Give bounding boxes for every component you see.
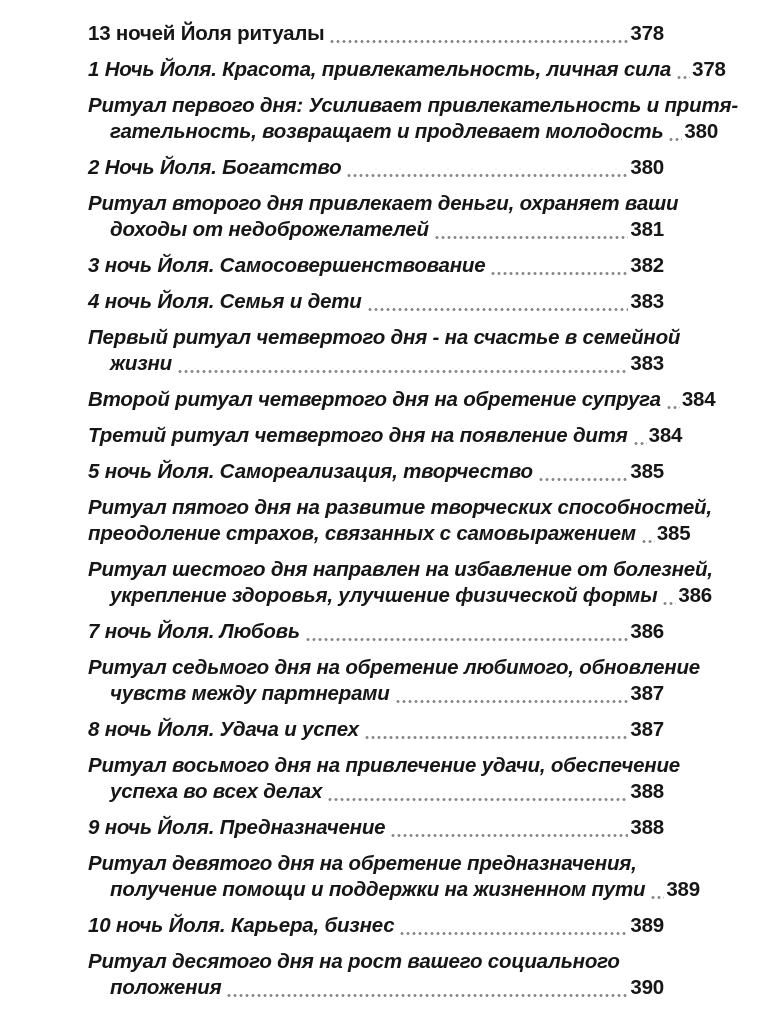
toc-entry-last-line: [88, 253, 664, 279]
dotted-leader: [666, 406, 680, 409]
toc-page-number: 383: [630, 352, 664, 375]
toc-entry-last-line: [88, 779, 664, 805]
toc-entry: [88, 753, 680, 805]
toc-entry-last-line: [88, 423, 683, 449]
toc-entry-text: 2 Ночь Йоля. Богатство: [88, 156, 342, 179]
dotted-leader: [650, 896, 664, 899]
dotted-leader: [399, 932, 628, 935]
toc-entry-text: Третий ритуал четвертого дня на появление дитя: [88, 424, 628, 447]
toc-page-number: 388: [630, 780, 664, 803]
toc-entry-last-line: [88, 681, 664, 707]
toc-entry: [88, 423, 683, 449]
toc-page-number: 378: [692, 58, 726, 81]
toc-entry: [88, 155, 664, 181]
toc-entry-last-line: [88, 877, 700, 903]
toc-entry-first-line: Ритуал седьмого дня на обретение любимого, обновление: [88, 656, 700, 679]
toc-entry: [88, 619, 664, 645]
toc-entry: [88, 459, 664, 485]
dotted-leader: [390, 834, 628, 837]
toc-page-number: 390: [630, 976, 664, 999]
dotted-leader: [327, 798, 628, 801]
toc-page-number: 385: [656, 522, 691, 545]
toc-entry-last-line: [88, 913, 664, 939]
toc-entry-last-line: [88, 289, 664, 315]
toc-page-number: 384: [681, 388, 716, 411]
dotted-leader: [676, 76, 690, 79]
toc-entry: [88, 717, 664, 743]
toc-entry-text: успеха во всех делах: [110, 780, 323, 803]
toc-entry-last-line: [88, 57, 726, 83]
toc-page-number: 387: [630, 682, 664, 705]
toc-page-number: 385: [630, 460, 664, 483]
toc-entry-text: 5 ночь Йоля. Самореализация, творчество: [88, 460, 533, 483]
toc-entry: [88, 57, 726, 83]
toc-page-number: 380: [684, 120, 719, 143]
toc-entry: [88, 387, 716, 413]
toc-entry: [88, 913, 664, 939]
toc-entry-text: гательность, возвращает и продлевает молодость: [110, 120, 664, 143]
dotted-leader: [367, 308, 629, 311]
toc-entry: [88, 495, 712, 547]
dotted-leader: [395, 700, 629, 703]
toc-page-number: 386: [630, 620, 664, 643]
toc-entry-text: доходы от недоброжелателей: [110, 218, 429, 241]
toc-entry-text: 1 Ночь Йоля. Красота, привлекательность, личная сила: [88, 58, 672, 81]
toc-entry: [88, 815, 664, 841]
toc-entry-last-line: [88, 119, 719, 145]
toc-entry-first-line: Ритуал восьмого дня на привлечение удачи, обеспечение: [88, 754, 680, 777]
dotted-leader: [641, 540, 655, 543]
toc-entry-text: чувств между партнерами: [110, 682, 390, 705]
dotted-leader: [490, 272, 628, 275]
toc-entry: [88, 289, 664, 315]
toc-entry-text: жизни: [110, 352, 172, 375]
dotted-leader: [538, 478, 629, 481]
toc-entry-text: преодоление страхов, связанных с самовыражением: [88, 522, 636, 545]
toc-entry-first-line: Первый ритуал четвертого дня - на счастье в семейной: [88, 326, 681, 349]
toc-entry-first-line: Ритуал пятого дня на развитие творческих способностей,: [88, 496, 712, 519]
toc-entry: [88, 557, 713, 609]
toc-entry: [88, 949, 664, 1001]
toc-entry-first-line: Ритуал первого дня: Усиливает привлекательность и притя-: [88, 94, 738, 117]
toc-entry-last-line: [88, 583, 713, 609]
toc-page-number: 389: [666, 878, 700, 901]
toc-entry-last-line: [88, 217, 664, 243]
toc-entry-text: Второй ритуал четвертого дня на обретение супруга: [88, 388, 661, 411]
toc-entry-last-line: [88, 815, 664, 841]
toc-page-number: 380: [630, 156, 664, 179]
dotted-leader: [177, 370, 628, 373]
toc-page-number: 381: [630, 218, 664, 241]
toc-entry-first-line: Ритуал шестого дня направлен на избавление от болезней,: [88, 558, 713, 581]
toc-entry-text: 3 ночь Йоля. Самосовершенствование: [88, 254, 486, 277]
dotted-leader: [662, 602, 676, 605]
dotted-leader: [226, 994, 628, 997]
toc-page-number: 388: [630, 816, 664, 839]
dotted-leader: [434, 236, 629, 239]
toc-entry-last-line: [88, 459, 664, 485]
toc-page-number: 387: [630, 718, 664, 741]
dotted-leader: [364, 736, 629, 739]
toc-entry-text: положения: [110, 976, 222, 999]
toc-entry: [88, 253, 664, 279]
toc-entry-last-line: [88, 351, 664, 377]
toc-entry-text: 9 ночь Йоля. Предназначение: [88, 816, 386, 839]
toc-entry-first-line: Ритуал девятого дня на обретение предназначения,: [88, 852, 637, 875]
toc-entry-last-line: [88, 155, 664, 181]
dotted-leader: [305, 638, 629, 641]
toc-entry-last-line: [88, 387, 716, 413]
toc-entry-last-line: [88, 21, 664, 47]
toc-entry-last-line: [88, 521, 691, 547]
toc-entry-first-line: Ритуал десятого дня на рост вашего социального: [88, 950, 620, 973]
toc-entry-text: 13 ночей Йоля ритуалы: [88, 22, 325, 45]
dotted-leader: [346, 174, 628, 177]
toc-entry-text: 10 ночь Йоля. Карьера, бизнес: [88, 914, 395, 937]
toc-page-number: 382: [630, 254, 664, 277]
toc-entry: [88, 851, 700, 903]
toc-entry: [88, 325, 681, 377]
toc-entry-last-line: [88, 717, 664, 743]
toc-entry-last-line: [88, 619, 664, 645]
dotted-leader: [329, 40, 628, 43]
toc-entry: [88, 93, 738, 145]
toc-page-number: 386: [678, 584, 713, 607]
toc-entry-first-line: Ритуал второго дня привлекает деньги, охраняет ваши: [88, 192, 679, 215]
toc-page-number: 383: [630, 290, 664, 313]
toc-entry-text: 8 ночь Йоля. Удача и успех: [88, 718, 359, 741]
table-of-contents: [88, 21, 738, 1001]
toc-entry-last-line: [88, 975, 664, 1001]
toc-entry-text: получение помощи и поддержки на жизненном пути: [110, 878, 646, 901]
dotted-leader: [668, 138, 682, 141]
toc-entry: [88, 21, 664, 47]
toc-entry-text: укрепление здоровья, улучшение физической формы: [110, 584, 658, 607]
toc-entry: [88, 191, 679, 243]
toc-page-number: 389: [630, 914, 664, 937]
toc-page-number: 384: [648, 424, 683, 447]
toc-entry-text: 4 ночь Йоля. Семья и дети: [88, 290, 362, 313]
toc-page-number: 378: [630, 22, 664, 45]
dotted-leader: [633, 442, 647, 445]
toc-entry-text: 7 ночь Йоля. Любовь: [88, 620, 300, 643]
toc-entry: [88, 655, 700, 707]
